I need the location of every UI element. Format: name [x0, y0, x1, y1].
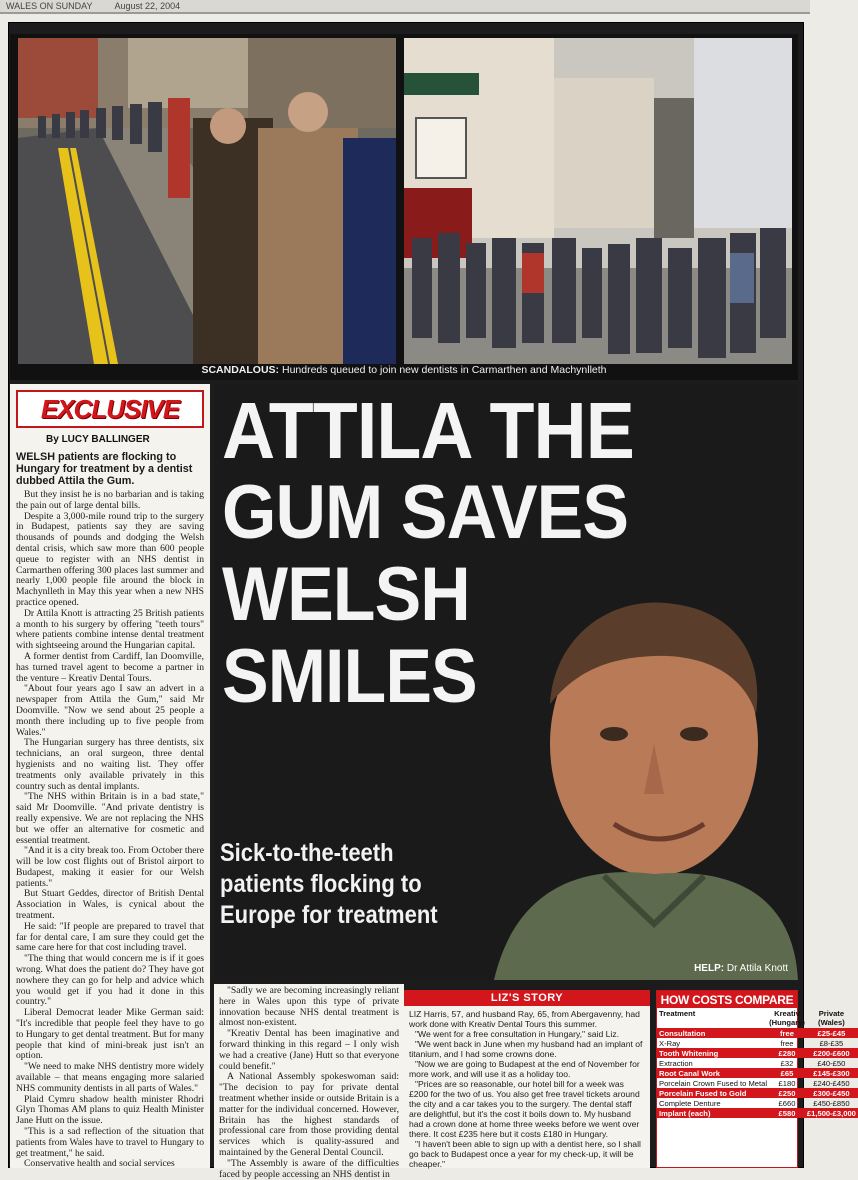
- cost-table: [657, 1008, 858, 1118]
- liz-paragraph: "Prices are so reasonable, our hotel bill for a week was £200 for the two of us. You also get free travel tickets around the city and a car takes you to the surgery. The dental staff are delightful, but it's the cost it boils down to. My husband had a crown done at home three weeks before we went over there. It cost £235 here but it costs £180 in Hungary.: [409, 1079, 640, 1139]
- cost-row: [657, 1098, 858, 1108]
- cost-cell-treatment: Tooth Whitening: [657, 1048, 769, 1058]
- story-lede: WELSH patients are flocking to Hungary for treatment by a dentist dubbed Attila the Gum.: [16, 451, 193, 487]
- cost-cell-hungary: £65: [769, 1068, 805, 1078]
- cost-cell-treatment: Complete Denture: [659, 1098, 721, 1108]
- story-paragraph: Despite a 3,000-mile round trip to the surgery in Budapest, patients say they are saving thousands of pounds and dodging the Welsh dental crisis, which saw more than 600 people queue to register with an NHS dentist in Carmarthen offering 300 places last summer and nearly 1,000 people file around the block in Machynlleth in May this year when a new NHS practice opened.: [16, 510, 204, 608]
- cost-table-header: [657, 1008, 858, 1028]
- story-paragraph: Conservative health and social services: [24, 1158, 175, 1170]
- paper-name: WALES ON SUNDAY: [6, 1, 93, 11]
- liz-paragraph: "Now we are going to Budapest at the end of November for more work, and will use it as a holiday too.: [409, 1059, 640, 1079]
- cost-cell-hungary: £250: [769, 1088, 805, 1098]
- cost-cell-treatment: X-Ray: [659, 1038, 681, 1048]
- headline-panel: [214, 384, 798, 980]
- portrait-caption: [694, 963, 788, 974]
- cost-cell-hungary: free: [769, 1028, 805, 1038]
- subhead-line: Sick-to-the-teeth: [220, 839, 394, 867]
- cost-row: [657, 1068, 858, 1078]
- cost-row: [657, 1108, 858, 1118]
- story-paragraph: "And it is a city break too. From October there will be low cost flights out of Bristol airport to Budapest, making it easier for our Welsh patients.": [16, 845, 204, 889]
- queue-photo-carmarthen: [18, 38, 396, 364]
- liz-paragraph: LIZ Harris, 57, and husband Ray, 65, from Abergavenny, had work done with Kreativ Dental Tours this summer.: [409, 1009, 640, 1029]
- story-paragraph: A National Assembly spokeswoman said: "The decision to pay for private dental treatment whether inside or outside Britain is a matter for the individual concerned. However, Britain has the highest standards of professional care from those providing dental services which is quality-assured and maintained by the General Dental Council.: [219, 1071, 399, 1158]
- masthead-strip: [0, 0, 810, 14]
- cost-cell-treatment: Consultation: [657, 1028, 769, 1038]
- liz-story-body: [404, 1006, 650, 1172]
- cost-cell-hungary: £580: [769, 1108, 805, 1118]
- cost-cell-hungary: £660: [778, 1098, 796, 1108]
- cost-cell-hungary: £280: [769, 1048, 805, 1058]
- subhead-line: patients flocking to: [220, 870, 422, 898]
- story-column: [10, 384, 210, 1168]
- story-paragraph: "We need to make NHS dentistry more widely available – that means engaging more salaried NHS community dentists in all parts of Wales.": [16, 1061, 204, 1094]
- portrait-caption-text: Dr Attila Knott: [726, 963, 788, 974]
- cost-row: [657, 1048, 858, 1058]
- column-header: Private (Wales): [818, 1009, 845, 1027]
- cost-cell-treatment: Root Canal Work: [657, 1068, 769, 1078]
- cost-cell-wales: £300-£450: [805, 1088, 858, 1098]
- cost-cell-hungary: £180: [778, 1078, 796, 1088]
- story-paragraph: Liberal Democrat leader Mike German said: "It's incredible that people feel they have to go to Hungary to get dental treatment. But for many people that kind of mini-break just isn't an option.: [16, 1007, 204, 1062]
- story-paragraph: He said: "If people are prepared to travel that far for dental care, I am sure they could get the same care here for that cost including travel.: [16, 920, 204, 954]
- liz-paragraph: "We went back in June when my husband had an implant of titanium, and I had some crowns done.: [409, 1039, 643, 1059]
- story-paragraph: "This is a sad reflection of the situation that patients from Wales have to travel to Hungary to get treatment," he said.: [16, 1126, 204, 1159]
- headline: [222, 386, 634, 719]
- cost-comparison-box: [656, 990, 856, 1168]
- cost-row: [657, 1058, 858, 1068]
- story-paragraph: The Hungarian surgery has three dentists, six technicians, an oral surgeon, three dental hygienists and no waiting list. They offer treatments only available privately in this country such as dental implants.: [16, 737, 204, 792]
- cost-cell-wales: £240-£450: [813, 1078, 850, 1088]
- exclusive-tag: EXCLUSIVE: [16, 390, 204, 428]
- story-paragraph: A former dentist from Cardiff, Ian Doomville, has turned travel agent to become a partner in the venture – Kreativ Dental Tours.: [16, 650, 204, 684]
- headline-line: WELSH: [222, 552, 470, 637]
- cost-cell-hungary: free: [780, 1038, 794, 1048]
- cost-comparison-title: HOW COSTS COMPARE: [657, 991, 797, 1008]
- story-continued-body: [219, 986, 399, 1180]
- photo-strip: [10, 34, 798, 380]
- story-body: [16, 490, 204, 1170]
- liz-story-title: LIZ'S STORY: [404, 990, 650, 1006]
- cost-cell-wales: £145-£300: [805, 1068, 858, 1078]
- story-paragraph: Dr Attila Knott is attracting 25 British patients a month to his surgery by offering "teeth tours" where patients combine intense dental treatment with sightseeing around the Hungarian capital.: [16, 607, 204, 652]
- cost-cell-wales: £8-£35: [819, 1038, 844, 1048]
- story-paragraph: But Stuart Geddes, director of British Dental Association in Wales, is cynical about the treatment.: [16, 888, 204, 922]
- cost-row: [657, 1028, 858, 1038]
- story-continued-column: [214, 984, 404, 1180]
- cost-row: [657, 1088, 858, 1098]
- cost-cell-wales: £40-£50: [817, 1058, 846, 1068]
- story-paragraph: "About four years ago I saw an advert in a newspaper from Attila the Gum," said Mr Doomville. "Now we send about 25 people a month there including up to five people from Wales.": [16, 683, 204, 738]
- caption-text: Hundreds queued to join new dentists in Carmarthen and Machynlleth: [281, 364, 607, 376]
- story-paragraph: Plaid Cymru shadow health minister Rhodri Glyn Thomas AM plans to quiz Health Minister Jane Hutt on the issue.: [16, 1093, 204, 1127]
- cost-table-body: [657, 1028, 858, 1118]
- story-paragraph: "Sadly we are becoming increasingly reliant here in Wales upon this type of private innovation because NHS dental treatment is almost non-existent.: [219, 985, 399, 1029]
- cost-row: [657, 1038, 858, 1048]
- liz-paragraph: "We went for a free consultation in Hungary," said Liz.: [415, 1029, 620, 1039]
- column-header: Treatment: [659, 1009, 696, 1018]
- headline-line: ATTILA THE: [222, 386, 634, 475]
- cost-cell-wales: £450-£850: [813, 1098, 850, 1108]
- cost-cell-wales: £1,500-£3,000: [806, 1108, 856, 1118]
- liz-story-box: [404, 990, 650, 1168]
- story-paragraph: "The Assembly is aware of the difficulties faced by people accessing an NHS dentist in: [219, 1157, 399, 1180]
- story-paragraph: But they insist he is no barbarian and is taking the pain out of large dental bills.: [16, 489, 204, 511]
- subhead-line: Europe for treatment: [220, 901, 438, 929]
- headline-line: SMILES: [222, 634, 477, 719]
- headline-line: GUM SAVES: [222, 470, 629, 555]
- liz-paragraph: "I haven't been able to sign up with a dentist here, so I shall go back to Budapest once a year for my check-up, it will be cheaper.": [409, 1139, 641, 1169]
- column-header: Kreativ (Hungary): [769, 1009, 805, 1027]
- cost-cell-treatment: Porcelain Crown Fused to Metal: [659, 1078, 768, 1088]
- cost-cell-treatment: Implant (each): [657, 1108, 769, 1118]
- story-paragraph: "The NHS within Britain is in a bad state," said Mr Doomville. "And private dentistry is really expensive. We are not replacing the NHS but we offer an alternative for cosmetic and essential treatment.: [16, 791, 204, 846]
- story-paragraph: "Kreativ Dental has been imaginative and forward thinking in this regard – I only wish we had a creative (Jane) Hutt so that everyone could benefit.": [219, 1028, 399, 1072]
- portrait-caption-label: HELP:: [694, 963, 725, 974]
- byline: By LUCY BALLINGER: [46, 434, 150, 445]
- caption-label: SCANDALOUS:: [201, 364, 280, 376]
- cost-cell-wales: £200-£600: [805, 1048, 858, 1058]
- cost-cell-wales: £25-£45: [805, 1028, 858, 1038]
- cost-cell-hungary: £32: [780, 1058, 794, 1068]
- story-paragraph: "The thing that would concern me is if it goes wrong. What does the patient do? They have got nowhere they can go for help and advice which you would get if you had it done in this country.": [16, 953, 204, 1008]
- queue-photo-machynlleth: [404, 38, 792, 364]
- cost-cell-treatment: Porcelain Fused to Gold: [657, 1088, 769, 1098]
- issue-date: August 22, 2004: [114, 1, 181, 11]
- cost-row: [657, 1078, 858, 1088]
- photo-caption: [10, 364, 798, 380]
- author-name: LUCY BALLINGER: [61, 434, 150, 445]
- subheadline: [220, 838, 537, 931]
- cost-cell-treatment: Extraction: [659, 1058, 693, 1068]
